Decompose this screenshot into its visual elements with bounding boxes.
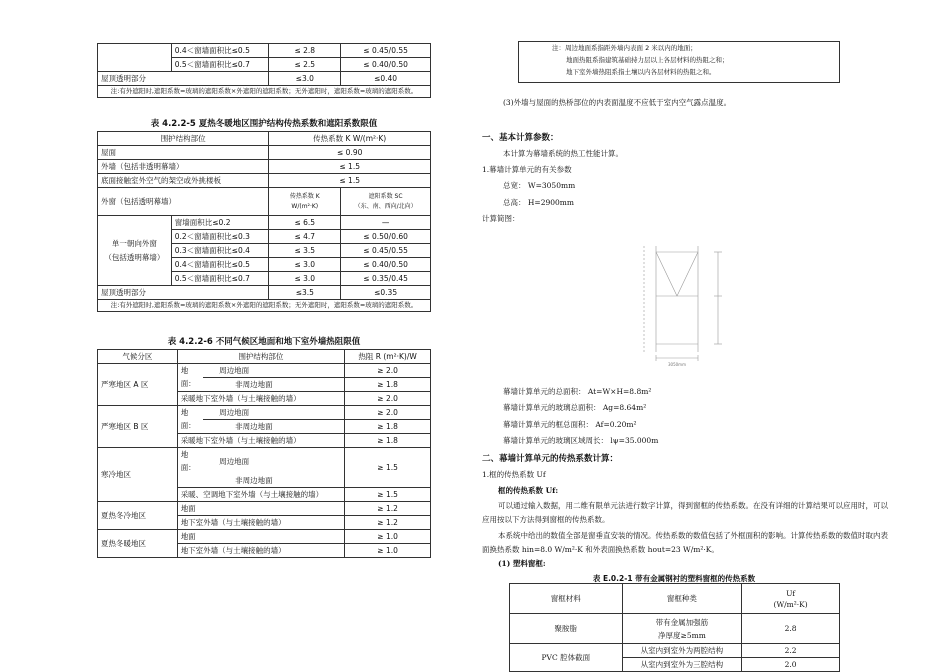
zone-name: 严寒地区 A 区 — [98, 364, 178, 406]
basement-wall: 采暖、空调地下室外墙（与土壤接触的墙） — [177, 488, 345, 502]
basement-wall: 采暖地下室外墙（与土壤接触的墙） — [177, 434, 345, 448]
diagram-label: 计算简图： — [482, 214, 520, 223]
window-label: 外窗（包括透明幕墙） — [98, 188, 269, 216]
type-cell: 从室内到室外为两腔结构 — [622, 644, 742, 658]
material-cell: 聚胺脂 — [510, 614, 623, 644]
header-part: 围护结构部位 — [98, 132, 269, 146]
sc-cell: ≤ 0.35/0.45 — [341, 272, 431, 286]
header-material: 窗框材料 — [510, 584, 623, 614]
type-cell: 带有金属加强筋 净厚度≥5mm — [622, 614, 742, 644]
roof-label: 屋面 — [98, 146, 269, 160]
para: 本系统中给出的数值全部是窗垂直安装的情况。传热系数的数值包括了外框面积的影响。计算传热系数的数值时取内表面换热系数 hin=8.0 W/m²·K 和外表面换热系数 hout=23 W/m²·K。 — [482, 531, 888, 554]
floor-value: ≤ 1.5 — [269, 174, 431, 188]
type-cell: 从室内到室外为三腔结构 — [622, 658, 742, 672]
sc-cell: ≤ 0.40/0.50 — [341, 258, 431, 272]
area-line: 幕墙计算单元的玻璃区域周长： lψ=35.000m — [503, 436, 659, 445]
item-3-text: (3)外墙与屋面的热桥部位的内表面温度不应低于室内空气露点温度。 — [503, 98, 732, 107]
k-cell: ≤ 6.5 — [269, 216, 341, 230]
para: 本计算为幕墙系统的热工性能计算。 — [503, 149, 623, 158]
dimension-label: 3050mm — [668, 362, 686, 367]
basement-wall: 地下室外墙（与土壤接触的墙） — [177, 516, 345, 530]
r-value: ≥ 2.0 — [345, 392, 431, 406]
zone-name: 夏热冬冷地区 — [98, 502, 178, 530]
r-value: ≥ 1.2 — [345, 516, 431, 530]
wall-label: 外墙（包括非透明幕墙） — [98, 160, 269, 174]
para: 1.幕墙计算单元的有关参数 — [482, 165, 572, 174]
ratio-cell: 0.5＜窗墙面积比≤0.7 — [171, 272, 269, 286]
k-cell: ≤ 2.8 — [269, 44, 341, 58]
para: 1.框的传热系数 Uf — [482, 470, 546, 479]
table-e021-caption: 表 E.0.2-1 带有金属钢衬的塑料窗框的传热系数 — [592, 574, 756, 583]
surround-label: 周边地面 — [203, 364, 345, 378]
table-e021 — [509, 583, 840, 672]
r-value: ≥ 1.5 — [345, 448, 431, 488]
header-part: 围护结构部位 — [177, 350, 345, 364]
ground-label: 地 面： — [177, 406, 203, 434]
sc-cell: ≤ 0.40/0.50 — [341, 58, 431, 72]
section-1-heading: 一、基本计算参数： — [482, 133, 559, 143]
sc-cell: ≤ 0.50/0.60 — [341, 230, 431, 244]
area-line: 幕墙计算单元的玻璃总面积： Ag=8.64m² — [503, 403, 647, 412]
calculation-diagram — [638, 240, 738, 370]
uf-cell: 2.8 — [742, 614, 840, 644]
k-cell: ≤ 2.5 — [269, 58, 341, 72]
nonsurround-label: 非周边地面 — [203, 378, 345, 392]
sc-cell: — — [341, 216, 431, 230]
roof-trans-label: 屋顶透明部分 — [98, 286, 269, 300]
k-cell: ≤ 3.0 — [269, 258, 341, 272]
wall-value: ≤ 1.5 — [269, 160, 431, 174]
table6-caption: 表 4.2.2-6 不同气候区地面和地下室外墙热阻限值 — [167, 337, 361, 347]
r-value: ≥ 2.0 — [345, 364, 431, 378]
zone-name: 夏热冬暖地区 — [98, 530, 178, 558]
ratio-cell: 0.2＜窗墙面积比≤0.3 — [171, 230, 269, 244]
basement-wall: 地下室外墙（与土壤接触的墙） — [177, 544, 345, 558]
uf-cell: 2.2 — [742, 644, 840, 658]
k-cell: ≤ 4.7 — [269, 230, 341, 244]
r-value: ≥ 1.8 — [345, 378, 431, 392]
ground-notes-box — [518, 41, 840, 83]
r-value: ≥ 1.0 — [345, 530, 431, 544]
zone-name: 寒冷地区 — [98, 448, 178, 502]
area-line: 幕墙计算单元的总面积： At=W×H=8.8m² — [503, 387, 652, 396]
table-note: 注:有外遮阳时,遮阳系数=玻璃的遮阳系数×外遮阳的遮阳系数；无外遮阳时，遮阳系数=玻璃的遮阳系数。 — [98, 86, 431, 98]
roof-sc: ≤0.40 — [341, 72, 431, 86]
header-r: 热阻 R (m²·K)/W — [345, 350, 431, 364]
note-line: 地面热阻系指建筑基础持力层以上各层材料的热阻之和； — [566, 56, 729, 64]
ground-label: 地 面： — [177, 448, 203, 475]
roof-label: 屋顶透明部分 — [98, 72, 269, 86]
header-type: 窗框种类 — [622, 584, 742, 614]
k-cell: ≤ 3.0 — [269, 272, 341, 286]
r-value: ≥ 1.2 — [345, 502, 431, 516]
r-value: ≥ 1.8 — [345, 434, 431, 448]
header-zone: 气候分区 — [98, 350, 178, 364]
width-param: 总宽： W=3050mm — [503, 181, 576, 190]
header-uf: Uf (W/m²·K) — [742, 584, 840, 614]
height-param: 总高： H=2900mm — [503, 198, 575, 207]
surround-label: 周边地面 — [203, 448, 345, 475]
roof-trans-k: ≤3.5 — [269, 286, 341, 300]
r-value: ≥ 1.5 — [345, 488, 431, 502]
note-line: 注：周边地面系指距外墙内表面 2 米以内的地面； — [552, 44, 697, 52]
uf-cell: 2.0 — [742, 658, 840, 672]
header-k: 传热系数 K W/(m²·K) — [269, 132, 431, 146]
ratio-cell: 0.5＜窗墙面积比≤0.7 — [171, 58, 269, 72]
para: 框的传热系数 Uf: — [498, 486, 559, 495]
table6 — [97, 349, 431, 558]
ratio-cell: 窗墙面积比≤0.2 — [171, 216, 269, 230]
ratio-cell: 0.4＜窗墙面积比≤0.5 — [171, 44, 269, 58]
r-value: ≥ 2.0 — [345, 406, 431, 420]
nonsurround-label: 非周边地面 — [203, 474, 345, 488]
area-line: 幕墙计算单元的框总面积： Af=0.20m² — [503, 420, 637, 429]
roof-k: ≤3.0 — [269, 72, 341, 86]
top-table — [97, 43, 431, 98]
table-note: 注:有外遮阳时,遮阳系数=玻璃的遮阳系数×外遮阳的遮阳系数；无外遮阳时，遮阳系数=玻璃的遮阳系数。 — [98, 300, 431, 312]
floor-label: 地面 — [177, 502, 345, 516]
para: 可以通过输入数据，用二维有限单元法进行数字计算，得到窗框的传热系数。在没有详细的计算结果可以应用时，可以应用按以下方法得到窗框的传热系数。 — [482, 501, 888, 524]
zone-name: 严寒地区 B 区 — [98, 406, 178, 448]
k-cell: ≤ 3.5 — [269, 244, 341, 258]
basement-wall: 采暖地下室外墙（与土壤接触的墙） — [177, 392, 345, 406]
sc-cell: ≤ 0.45/0.55 — [341, 44, 431, 58]
floor-label: 地面 — [177, 530, 345, 544]
para: (1) 塑料窗框: — [498, 559, 546, 568]
sub-k-header: 传热系数 K W/(m²·K) — [269, 188, 341, 216]
roof-trans-sc: ≤0.35 — [341, 286, 431, 300]
material-cell: PVC 腔体截面 — [510, 644, 623, 672]
note-line: 地下室外墙热阻系指土壤以内各层材料的热阻之和。 — [566, 68, 716, 76]
r-value: ≥ 1.0 — [345, 544, 431, 558]
table5-caption: 表 4.2.2-5 夏热冬暖地区围护结构传热系数和遮阳系数限值 — [150, 119, 378, 129]
sub-sc-header: 遮阳系数 SC （东、南、西向/北向） — [341, 188, 431, 216]
window-group-label: 单一朝向外窗 （包括透明幕墙） — [98, 216, 172, 286]
sc-cell: ≤ 0.45/0.55 — [341, 244, 431, 258]
section-2-heading: 二、幕墙计算单元的传热系数计算： — [482, 454, 619, 464]
surround-label: 周边地面 — [203, 406, 345, 420]
r-value: ≥ 1.8 — [345, 420, 431, 434]
ratio-cell: 0.3＜窗墙面积比≤0.4 — [171, 244, 269, 258]
roof-value: ≤ 0.90 — [269, 146, 431, 160]
floor-label: 底面接触室外空气的架空或外挑楼板 — [98, 174, 269, 188]
ratio-cell: 0.4＜窗墙面积比≤0.5 — [171, 258, 269, 272]
table5 — [97, 131, 431, 312]
nonsurround-label: 非周边地面 — [203, 420, 345, 434]
ground-label: 地 面： — [177, 364, 203, 392]
